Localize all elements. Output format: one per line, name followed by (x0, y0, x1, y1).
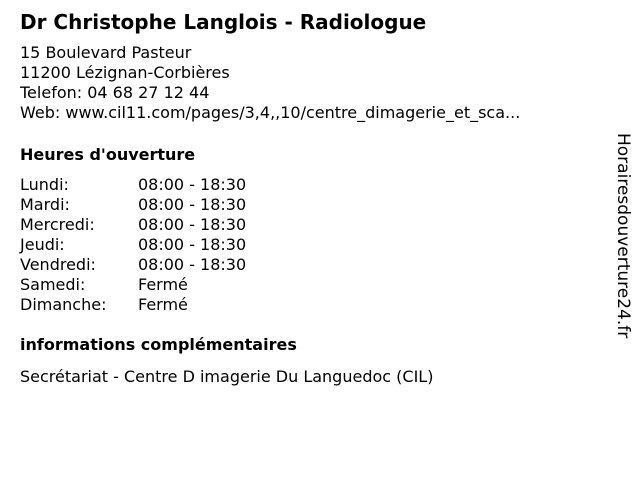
day-hours: Fermé (138, 295, 188, 314)
business-card (20, 10, 600, 387)
address-street: 15 Boulevard Pasteur (20, 43, 192, 62)
additional-info-text: Secrétariat - Centre D imagerie Du Languedoc (CIL) (20, 367, 434, 386)
hours-row-friday (20, 255, 600, 275)
opening-hours-heading: Heures d'ouverture (20, 145, 196, 164)
website-link: Web: www.cil11.com/pages/3,4,,10/centre_dimagerie_et_sca... (20, 103, 521, 122)
day-label: Vendredi: (20, 255, 96, 274)
day-label: Samedi: (20, 275, 86, 294)
hours-row-tuesday (20, 195, 600, 215)
site-watermark-label: Horairesdouverture24.fr (613, 133, 633, 339)
page-title: Dr Christophe Langlois - Radiologue (20, 10, 427, 34)
day-hours: 08:00 - 18:30 (138, 215, 247, 234)
address-city: 11200 Lézignan-Corbières (20, 63, 230, 82)
hours-row-monday (20, 175, 600, 195)
day-label: Dimanche: (20, 295, 107, 314)
additional-info-heading: informations complémentaires (20, 335, 297, 354)
opening-hours-list (20, 175, 600, 315)
hours-row-thursday (20, 235, 600, 255)
day-hours: 08:00 - 18:30 (138, 195, 247, 214)
day-hours: Fermé (138, 275, 188, 294)
day-label: Mardi: (20, 195, 70, 214)
hours-row-sunday (20, 295, 600, 315)
day-hours: 08:00 - 18:30 (138, 175, 247, 194)
hours-row-saturday (20, 275, 600, 295)
day-hours: 08:00 - 18:30 (138, 255, 247, 274)
day-label: Lundi: (20, 175, 69, 194)
day-hours: 08:00 - 18:30 (138, 235, 247, 254)
day-label: Jeudi: (20, 235, 65, 254)
phone-number: Telefon: 04 68 27 12 44 (20, 83, 210, 102)
day-label: Mercredi: (20, 215, 95, 234)
hours-row-wednesday (20, 215, 600, 235)
